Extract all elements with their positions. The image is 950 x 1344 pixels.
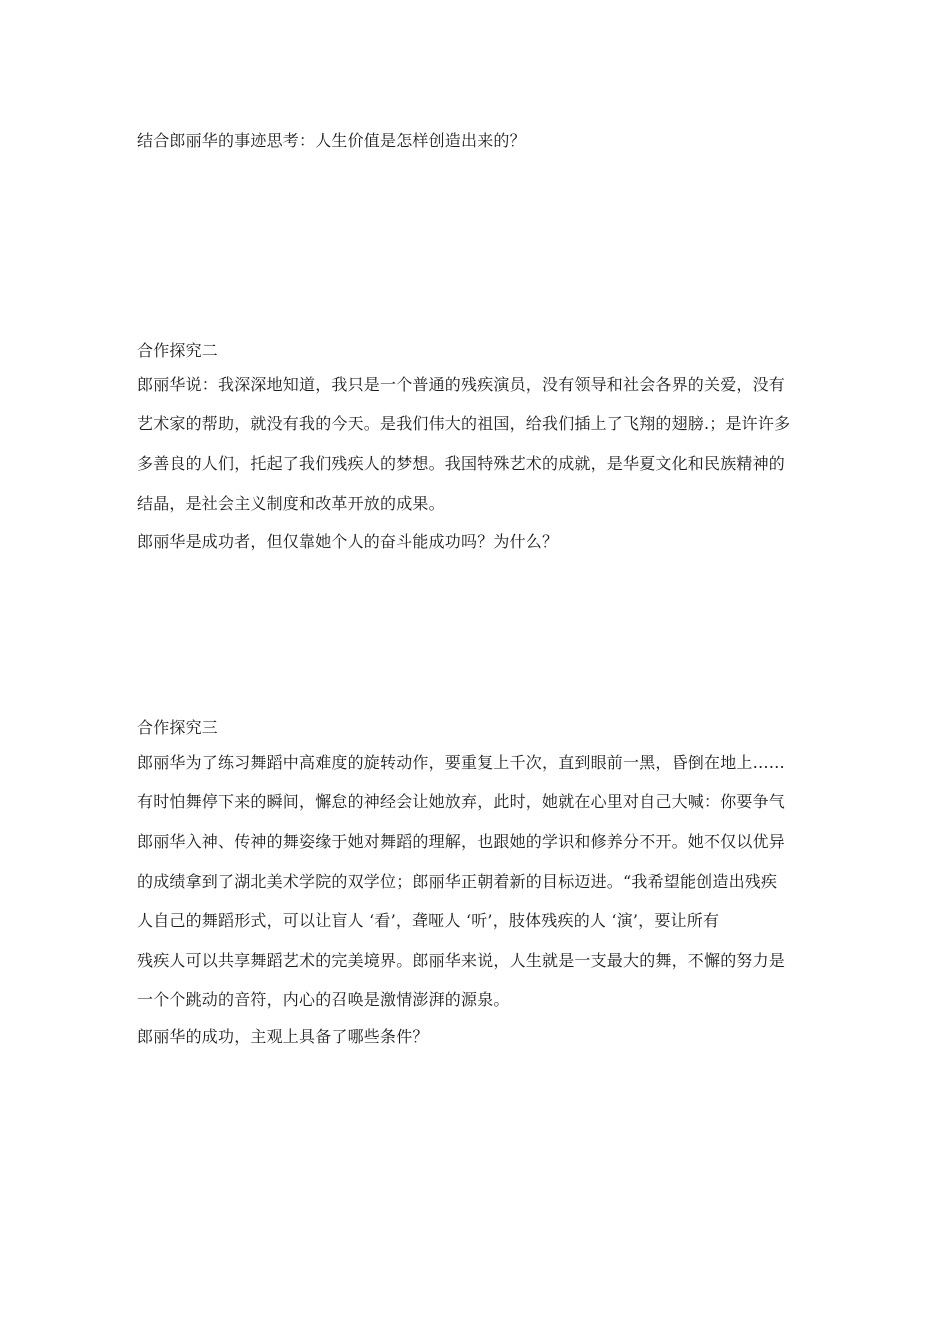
section-3-heading: 合作探究三 (137, 718, 219, 737)
section-3-paragraph-line: 人自己的舞蹈形式，可以让盲人 ‘看’，聋哑人 ‘听’，肢体残疾的人 ‘演’，要让所有 (137, 911, 720, 930)
section-3-paragraph-line: 有时怕舞停下来的瞬间，懈怠的神经会让她放弃，此时，她就在心里对自己大喊：你要争气 (137, 792, 786, 811)
section-3-paragraph-line: 残疾人可以共享舞蹈艺术的完美境界。郎丽华来说，人生就是一支最大的舞，不懈的努力是 (137, 951, 786, 970)
section-3-paragraph-line: 郎丽华入神、传神的舞姿缘于她对舞蹈的理解，也跟她的学识和修养分不开。她不仅以优异 (137, 832, 786, 851)
section-2-question: 郎丽华是成功者，但仅靠她个人的奋斗能成功吗？为什么？ (137, 532, 559, 551)
section-2-paragraph-line: 多善良的人们，托起了我们残疾人的梦想。我国特殊艺术的成就，是华夏文化和民族精神的 (137, 454, 786, 473)
section-3-paragraph-line: 的成绩拿到了湖北美术学院的双学位；郎丽华正朝着新的目标迈进。“我希望能创造出残疾 (137, 872, 778, 891)
section-2-paragraph-line: 郎丽华说：我深深地知道，我只是一个普通的残疾演员，没有领导和社会各界的关爱，没有 (137, 375, 786, 394)
section-3-paragraph-line: 一个个跳动的音符，内心的召唤是激情澎湃的源泉。 (137, 990, 510, 1009)
section-3-paragraph-line: 郎丽华为了练习舞蹈中高难度的旋转动作，要重复上千次，直到眼前一黑，昏倒在地上…… (137, 753, 786, 772)
section-3-question: 郎丽华的成功，主观上具备了哪些条件？ (137, 1027, 429, 1046)
section-2-paragraph-line: 结晶，是社会主义制度和改革开放的成果。 (137, 494, 445, 513)
section-2-paragraph-line: 艺术家的帮助，就没有我的今天。是我们伟大的祖国，给我们插上了飞翔的翅膀.；是许许多 (137, 414, 791, 433)
question-1: 结合郎丽华的事迹思考：人生价值是怎样创造出来的？ (137, 131, 526, 150)
section-2-heading: 合作探究二 (137, 341, 219, 360)
